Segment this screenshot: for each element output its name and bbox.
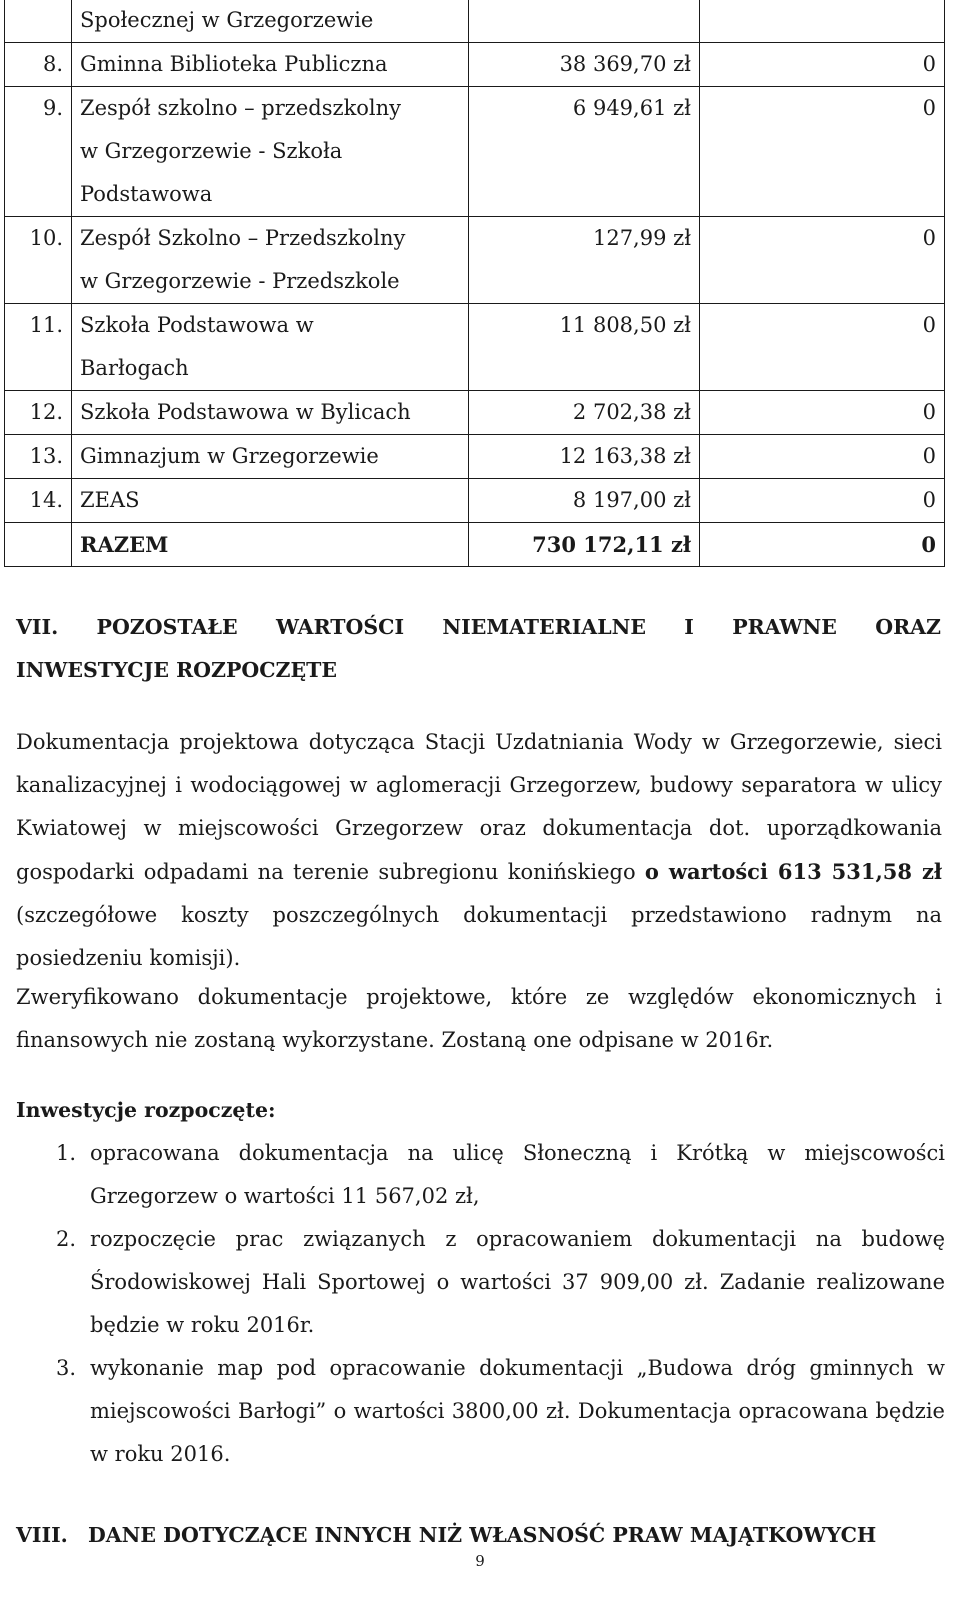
section-7-number: VII.	[16, 615, 59, 639]
unit-name-line: ZEAS	[80, 488, 140, 512]
row-number: 14.	[5, 479, 72, 523]
page-number: 9	[475, 1552, 485, 1570]
unit-name-line: Gimnazjum w Grzegorzewie	[80, 444, 379, 468]
unit-name	[72, 0, 469, 43]
section-8-title: DANE DOTYCZĄCE INNYCH NIŻ WŁASNOŚĆ PRAW MAJĄTKOWYCH	[88, 1523, 877, 1547]
unit-name-line: Zespół szkolno – przedszkolny	[80, 96, 402, 120]
assets-table	[4, 0, 945, 567]
total-empty	[5, 523, 72, 567]
amount-cell: 0	[700, 43, 945, 87]
unit-name	[72, 391, 469, 435]
started-investments-heading: Inwestycje rozpoczęte:	[16, 1098, 276, 1122]
table-row	[5, 43, 945, 87]
started-investments-list	[0, 1132, 945, 1476]
value-cell: 6 949,61 zł	[469, 87, 700, 217]
total-value: 730 172,11 zł	[469, 523, 700, 567]
unit-name	[72, 304, 469, 391]
table-row	[5, 435, 945, 479]
unit-name-line: w Grzegorzewie - Szkoła	[80, 139, 343, 163]
unit-name-line: Szkoła Podstawowa w	[80, 313, 314, 337]
value-cell: 11 808,50 zł	[469, 304, 700, 391]
section-7-heading-word: I	[684, 615, 694, 639]
unit-name-line: Gminna Biblioteka Publiczna	[80, 52, 388, 76]
list-item-number: 3.	[55, 1356, 76, 1380]
row-number: 13.	[5, 435, 72, 479]
unit-name	[72, 217, 469, 304]
paragraph-documentation-value: o wartości 613 531,58 zł	[644, 859, 942, 884]
section-7-heading-word: PRAWNE	[732, 615, 837, 639]
unit-name-line: Barłogach	[80, 356, 189, 380]
unit-name	[72, 87, 469, 217]
unit-name-line: Podstawowa	[80, 182, 213, 206]
section-7-heading	[16, 606, 941, 692]
amount-cell: 0	[700, 217, 945, 304]
unit-name-line: w Grzegorzewie - Przedszkole	[80, 269, 400, 293]
list-item-text: opracowana dokumentacja na ulicę Słoneczną i Krótką w miejscowości Grzegorzew o wartości 11 567,02 zł,	[90, 1141, 945, 1208]
amount-cell: 0	[700, 391, 945, 435]
section-7-heading-word: WARTOŚCI	[275, 615, 405, 639]
amount-cell: 0	[700, 479, 945, 523]
row-number: 8.	[5, 43, 72, 87]
row-number: 9.	[5, 87, 72, 217]
amount-cell	[700, 0, 945, 43]
unit-name-line: Społecznej w Grzegorzewie	[80, 8, 374, 32]
amount-cell: 0	[700, 435, 945, 479]
amount-cell: 0	[700, 304, 945, 391]
paragraph-documentation	[16, 721, 942, 980]
paragraph-verification: Zweryfikowano dokumentacje projektowe, które ze względów ekonomicznych i finansowych nie zostaną wykorzystane. Zostaną one odpisane w 2016r.	[16, 985, 942, 1052]
list-item-text: wykonanie map pod opracowanie dokumentacji „Budowa dróg gminnych w miejscowości Barłogi” o wartości 3800,00 zł. Dokumentacja opracowana będzie w roku 2016.	[90, 1356, 945, 1466]
unit-name	[72, 479, 469, 523]
list-item	[0, 1218, 945, 1347]
list-item	[0, 1347, 945, 1476]
paragraph-documentation-note: (szczegółowe koszty poszczególnych dokumentacji przedstawiono radnym na posiedzeniu komisji).	[16, 903, 942, 970]
table-row	[5, 217, 945, 304]
table-row	[5, 391, 945, 435]
list-item	[0, 1132, 945, 1218]
table-row	[5, 304, 945, 391]
total-label: RAZEM	[72, 523, 469, 567]
section-7-heading-line1	[16, 606, 941, 649]
table-total-row	[5, 523, 945, 567]
unit-name	[72, 435, 469, 479]
list-item-number: 1.	[55, 1141, 76, 1165]
list-item-text: rozpoczęcie prac związanych z opracowaniem dokumentacji na budowę Środowiskowej Hali Sportowej o wartości 37 909,00 zł. Zadanie realizowane będzie w roku 2016r.	[90, 1227, 945, 1337]
value-cell: 8 197,00 zł	[469, 479, 700, 523]
row-number: 11.	[5, 304, 72, 391]
value-cell: 127,99 zł	[469, 217, 700, 304]
section-7-heading-word: NIEMATERIALNE	[442, 615, 646, 639]
table-row	[5, 87, 945, 217]
section-7-heading-word: ORAZ	[875, 615, 941, 639]
row-number	[5, 0, 72, 43]
table-row	[5, 0, 945, 43]
total-amount: 0	[700, 523, 945, 567]
unit-name-line: Szkoła Podstawowa w Bylicach	[80, 400, 411, 424]
value-cell: 38 369,70 zł	[469, 43, 700, 87]
unit-name	[72, 43, 469, 87]
section-8-number: VIII.	[16, 1523, 68, 1547]
value-cell: 12 163,38 zł	[469, 435, 700, 479]
value-cell: 2 702,38 zł	[469, 391, 700, 435]
table-row	[5, 479, 945, 523]
section-7-heading-line2: INWESTYCJE ROZPOCZĘTE	[16, 658, 338, 682]
row-number: 10.	[5, 217, 72, 304]
list-item-number: 2.	[55, 1227, 76, 1251]
amount-cell: 0	[700, 87, 945, 217]
row-number: 12.	[5, 391, 72, 435]
value-cell	[469, 0, 700, 43]
paragraph-documentation-text: Dokumentacja projektowa dotycząca Stacji Uzdatniania Wody w Grzegorzewie, sieci kanalizacyjnej i wodociągowej w aglomeracji Grzegorzew, budowy separatora w ulicy Kwiatowej w miejscowości Grzegorzew oraz dokumentacja dot. uporządkowania gospodarki odpadami na terenie subregionu konińskiego	[16, 730, 942, 884]
section-7-heading-word: POZOSTAŁE	[96, 615, 238, 639]
unit-name-line: Zespół Szkolno – Przedszkolny	[80, 226, 406, 250]
